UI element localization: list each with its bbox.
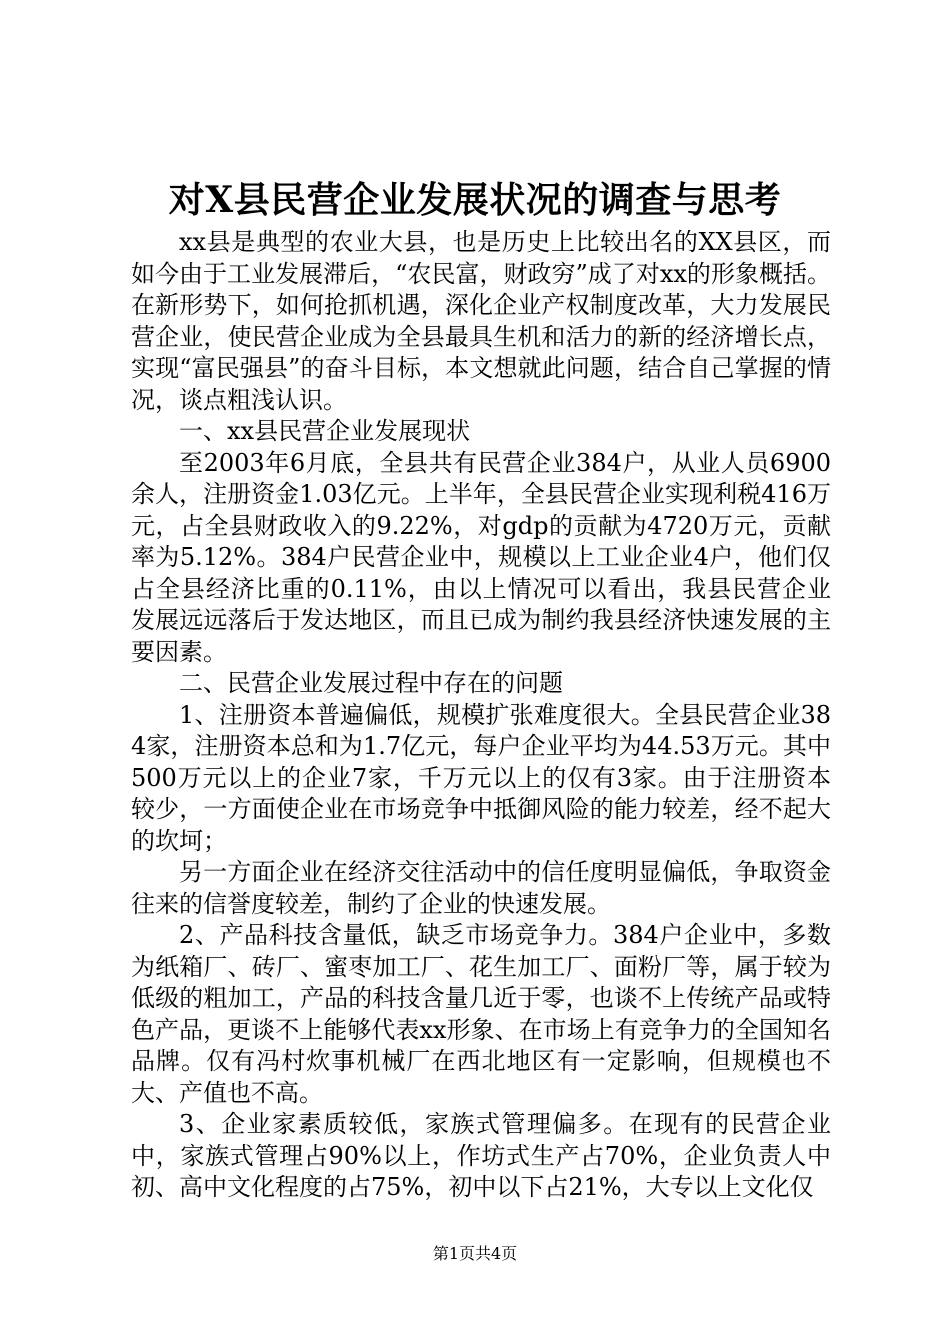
problem-paragraph-3: 3、企业家素质较低，家族式管理偏多。在现有的民营企业中，家族式管理占90%以上，作坊式生产占70%，企业负责人中初、高中文化程度的占75%，初中以下占21%，大专以上文化仅: [131, 1110, 831, 1201]
problem-paragraph-1: 1、注册资本普遍偏低，规模扩张难度很大。全县民营企业384家，注册资本总和为1.7亿元，每户企业平均为44.53万元。其中500万元以上的企业7家，千万元以上的仅有3家。由于注册资本较少，一方面使企业在市场竞争中抵御风险的能力较差，经不起大的坎坷；: [131, 700, 831, 855]
page-total: 共4页: [475, 1244, 518, 1263]
document-title: 对X县民营企业发展状况的调查与思考: [168, 179, 782, 221]
document-body: [131, 227, 831, 1204]
section-heading-1: 一、xx县民营企业发展现状: [179, 417, 471, 445]
page-number: 第1页: [432, 1244, 475, 1263]
page-footer: [0, 1244, 950, 1264]
problem-paragraph-2: 2、产品科技含量低，缺乏市场竞争力。384户企业中，多数为纸箱厂、砖厂、蜜枣加工厂、花生加工厂、面粉厂等，属于较为低级的粗加工，产品的科技含量几近于零，也谈不上传统产品或特色产品，更谈不上能够代表xx形象、在市场上有竞争力的全国知名品牌。仅有冯村炊事机械厂在西北地区有一定影响，但规模也不大、产值也不高。: [131, 921, 831, 1107]
intro-paragraph: xx县是典型的农业大县，也是历史上比较出名的XX县区，而如今由于工业发展滞后，“农民富，财政穷”成了对xx的形象概括。在新形势下，如何抢抓机遇，深化企业产权制度改革，大力发展民营企业，使民营企业成为全县最具生机和活力的新的经济增长点，实现“富民强县”的奋斗目标，本文想就此问题，结合自己掌握的情况，谈点粗浅认识。: [131, 228, 831, 414]
section-heading-2: 二、民营企业发展过程中存在的问题: [179, 669, 563, 697]
status-paragraph: 至2003年6月底，全县共有民营企业384户，从业人员6900余人，注册资金1.03亿元。上半年，全县民营企业实现利税416万元，占全县财政收入的9.22%，对gdp的贡献为4720万元，贡献率为5.12%。384户民营企业中，规模以上工业企业4户，他们仅占全县经济比重的0.11%，由以上情况可以看出，我县民营企业发展远远落后于发达地区，而且已成为制约我县经济快速发展的主要因素。: [131, 448, 831, 666]
problem-paragraph-1-continued: 另一方面企业在经济交往活动中的信任度明显偏低，争取资金往来的信誉度较差，制约了企业的快速发展。: [131, 858, 831, 918]
